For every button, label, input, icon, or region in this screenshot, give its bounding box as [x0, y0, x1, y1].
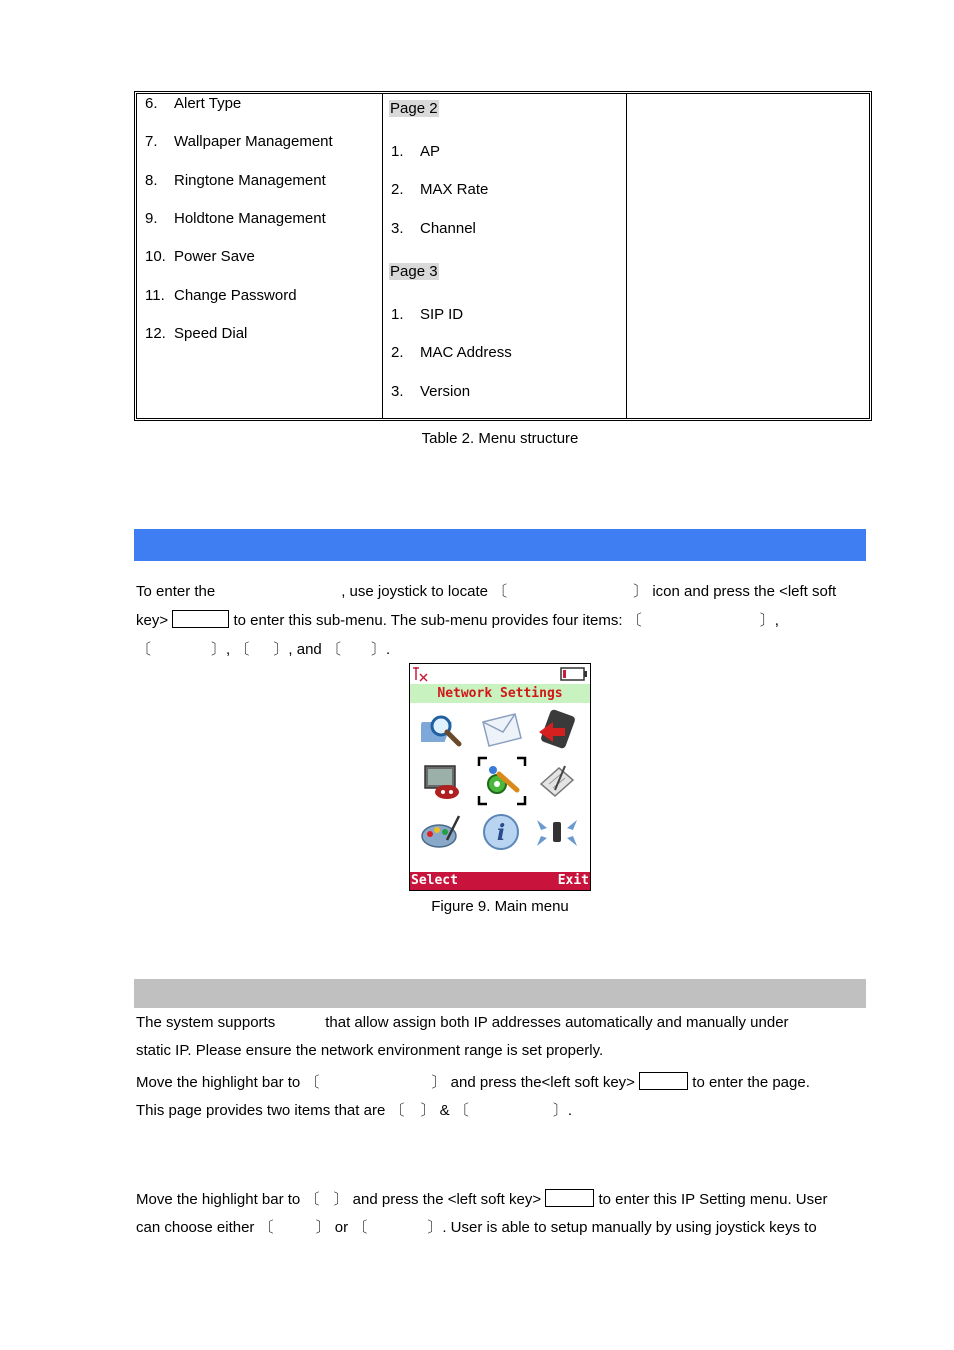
list-item: 7. Wallpaper Management — [145, 133, 333, 150]
svg-text:i: i — [496, 820, 506, 846]
status-bar — [410, 664, 590, 684]
games-icon[interactable] — [421, 760, 465, 804]
phone-main-menu-screenshot — [409, 663, 591, 891]
list-item: 3. Version — [391, 383, 471, 400]
list-item: 8. Ringtone Management — [145, 172, 326, 189]
paragraph-line: Move the highlight bar to 〔 〕 and press the <left soft key> to enter this IP Setting menu. User — [136, 1191, 828, 1208]
list-item: 3. Channel — [391, 220, 476, 237]
list-item: 2. MAC Address — [391, 344, 512, 361]
paragraph-line: Move the highlight bar to 〔 〕 and press the<left soft key> to enter the page. — [136, 1074, 810, 1091]
page-heading: Page 3 — [390, 263, 438, 280]
paragraph-line: This page provides two items that are 〔 〕 & 〔 〕. — [136, 1102, 573, 1119]
search-icon[interactable] — [421, 708, 465, 752]
list-item: 12. Speed Dial — [145, 325, 248, 342]
paragraph-line: key> to enter this sub-menu. The sub-menu provides four items: 〔 〕, — [136, 612, 779, 629]
key-box — [172, 610, 229, 628]
list-item: 10. Power Save — [145, 248, 255, 265]
figure-caption: Figure 9. Main menu — [431, 898, 569, 915]
phonebook-icon[interactable] — [535, 708, 579, 752]
envelope-icon[interactable] — [479, 708, 523, 752]
connection-icon[interactable] — [535, 810, 579, 854]
section-heading-bar — [134, 529, 866, 561]
no-signal-icon — [412, 666, 430, 682]
list-item: 11. Change Password — [145, 287, 297, 304]
memo-icon[interactable] — [535, 760, 579, 804]
palette-icon[interactable] — [419, 810, 463, 854]
list-item: 2. MAX Rate — [391, 181, 489, 198]
screen-title: Network Settings — [410, 684, 590, 703]
list-item: 6. Alert Type — [145, 95, 242, 112]
paragraph-line: To enter the , use joystick to locate 〔 〕 icon and press the <left soft — [136, 583, 837, 600]
list-item: 1. AP — [391, 143, 441, 160]
network-settings-icon[interactable] — [477, 756, 527, 806]
list-item: 9. Holdtone Management — [145, 210, 326, 227]
table-column-settings — [137, 94, 383, 418]
key-box — [545, 1189, 594, 1207]
paragraph-line: can choose either 〔 〕 or 〔 〕. User is able to setup manually by using joystick keys to — [136, 1219, 817, 1236]
info-icon[interactable] — [479, 810, 523, 854]
select-softkey[interactable]: Select — [411, 873, 458, 888]
exit-softkey[interactable]: Exit — [557, 873, 589, 888]
paragraph-line: static IP. Please ensure the network environment range is set properly. — [136, 1042, 604, 1059]
softkey-bar — [410, 872, 590, 890]
table-column-empty — [627, 94, 869, 418]
subsection-heading-bar — [134, 979, 866, 1008]
menu-structure-table — [134, 91, 872, 421]
paragraph-line: 〔 〕, 〔 〕, and 〔 〕. — [136, 641, 391, 658]
key-box — [639, 1072, 688, 1090]
table-column-info — [383, 94, 627, 418]
paragraph-line: The system supports that allow assign both IP addresses automatically and manually under — [136, 1014, 789, 1031]
table-caption: Table 2. Menu structure — [421, 430, 579, 447]
battery-icon — [560, 667, 588, 681]
list-item: 1. SIP ID — [391, 306, 464, 323]
page-heading: Page 2 — [390, 100, 438, 117]
